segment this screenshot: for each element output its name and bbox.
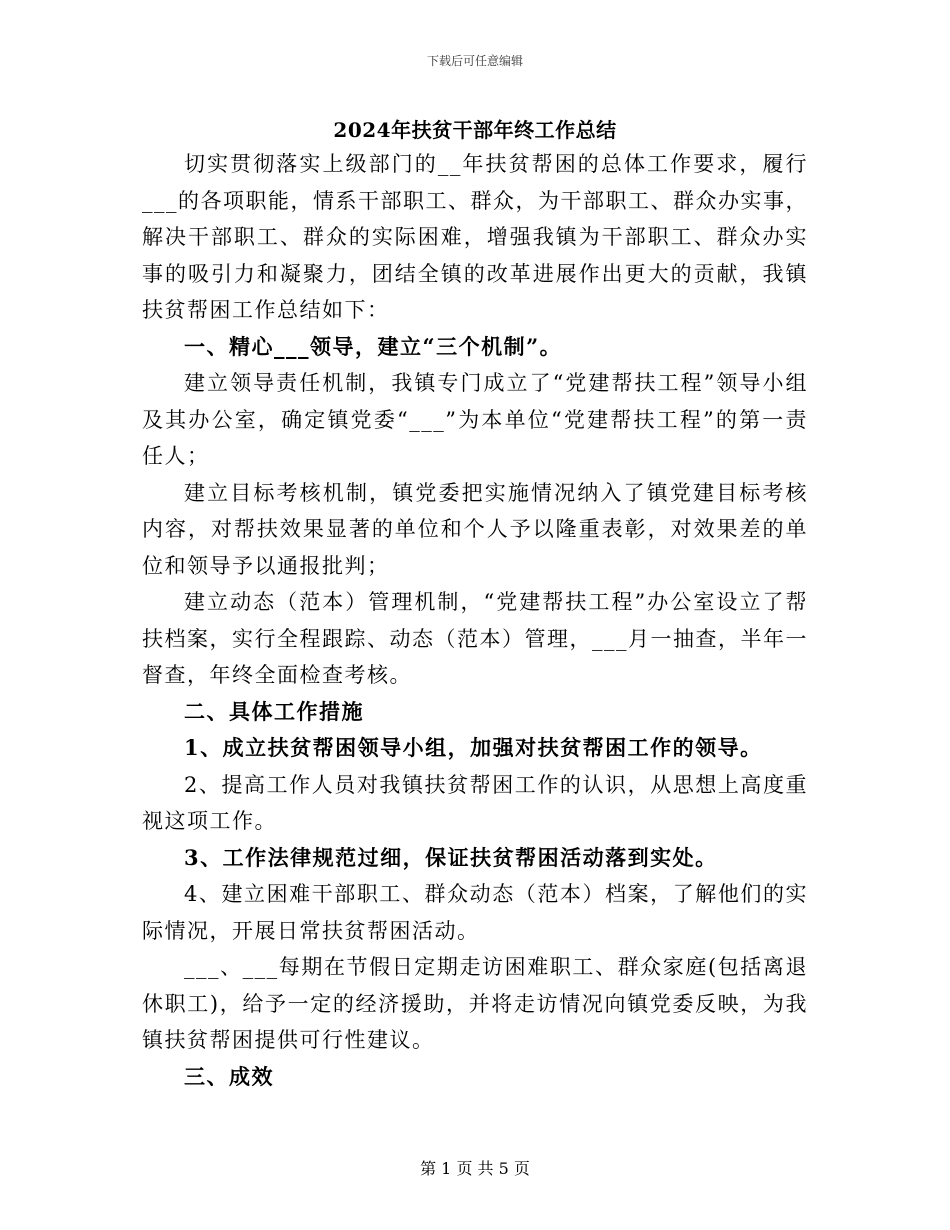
page-header-note: 下载后可任意编辑 [426,54,523,68]
measure-item-2: 2、提高工作人员对我镇扶贫帮困工作的认识，从思想上高度重视这项工作。 [142,772,808,833]
intro-paragraph: 切实贯彻落实上级部门的__年扶贫帮困的总体工作要求，履行___的各项职能，情系干部职工、群众，为干部职工、群众办实事，解决干部职工、群众的实际困难，增强我镇为干部职工、群众办实事的吸引力和凝聚力，团结全镇的改革进展作出更大的贡献，我镇扶贫帮困工作总结如下： [142,152,808,322]
section-heading-3: 三、成效 [184,1063,274,1089]
section-heading-1: 一、精心___领导，建立“三个机制”。 [184,333,563,359]
measure-item-3: 3、工作法律规范过细，保证扶贫帮困活动落到实处。 [184,844,718,870]
document-body [142,146,808,1095]
measure-item-4: 4、建立困难干部职工、群众动态（范本）档案，了解他们的实际情况，开展日常扶贫帮困活动。 [142,882,808,943]
measure-item-1: 1、成立扶贫帮困领导小组，加强对扶贫帮困工作的领导。 [184,735,763,760]
body-paragraph: 建立动态（范本）管理机制，“党建帮扶工程”办公室设立了帮扶档案，实行全程跟踪、动态（范本）管理，___月一抽查，半年一督查，年终全面检查考核。 [142,590,808,687]
body-paragraph: 建立领导责任机制，我镇专门成立了“党建帮扶工程”领导小组及其办公室，确定镇党委“___”为本单位“党建帮扶工程”的第一责任人； [142,371,808,468]
page-number: 第 1 页 共 5 页 [420,1159,530,1178]
section-heading-2: 二、具体工作措施 [184,698,364,724]
document-title: 2024年扶贫干部年终工作总结 [333,118,617,142]
measure-item-5: ___、___每期在节假日定期走访困难职工、群众家庭(包括离退休职工)，给予一定的经济援助，并将走访情况向镇党委反映，为我镇扶贫帮困提供可行性建议。 [142,955,808,1052]
body-paragraph: 建立目标考核机制，镇党委把实施情况纳入了镇党建目标考核内容，对帮扶效果显著的单位和个人予以隆重表彰，对效果差的单位和领导予以通报批判； [142,480,808,578]
